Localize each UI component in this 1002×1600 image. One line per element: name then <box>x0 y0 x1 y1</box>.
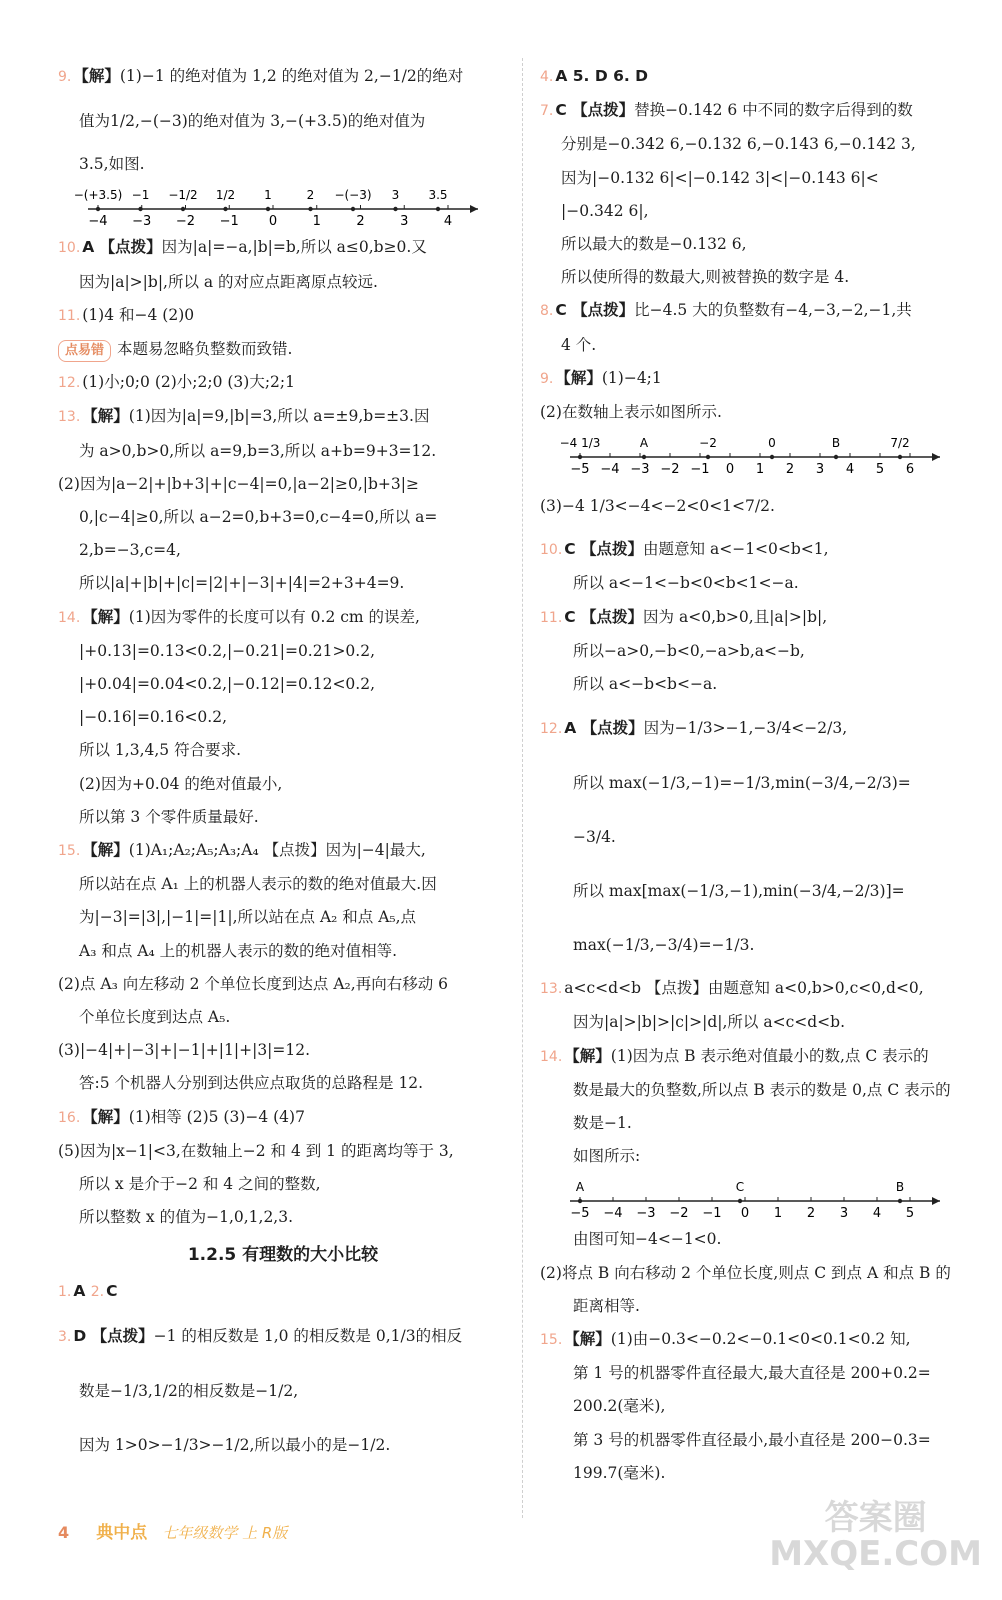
answer-line <box>540 261 1002 294</box>
answer-line <box>540 60 1002 94</box>
answer-text: 200.2(毫米), <box>573 1397 666 1416</box>
answer-text: 分别是−0.342 6,−0.132 6,−0.143 6,−0.142 3, <box>561 135 916 154</box>
answer-text: (2)因为|a−2|+|b+3|+|c−4|=0,|a−2|≥0,|b+3|≥ <box>58 474 419 493</box>
answer-text: −3/4. <box>573 828 616 847</box>
answer-text: 因为|a|=−a,|b|=b,所以 a≤0,b≥0.又 <box>161 238 427 257</box>
answer-line <box>58 1135 508 1168</box>
answer-text: 199.7(毫米). <box>573 1463 666 1482</box>
answer-line <box>58 266 508 299</box>
question-number: 12. <box>540 721 563 738</box>
answer-text: 所以最大的数是−0.132 6, <box>561 235 747 254</box>
answer-line <box>58 635 508 668</box>
answer-text: (2)点 A₃ 向左移动 2 个单位长度到达点 A₂,再向右移动 6 <box>58 974 448 993</box>
number-line-axis3 <box>540 1173 1002 1223</box>
answer-text: 数是−1. <box>573 1114 632 1133</box>
answer-tag: C 【点拨】 <box>564 540 644 559</box>
axis-point <box>578 455 582 459</box>
answer-line <box>58 768 508 801</box>
answer-line <box>58 1001 508 1034</box>
answer-line <box>540 533 1002 567</box>
answer-line <box>540 479 1002 533</box>
axis-arrow <box>932 1197 940 1205</box>
answer-text: 所以 max[max(−1/3,−1),min(−3/4,−2/3)]= <box>573 882 905 901</box>
axis-point <box>351 207 355 211</box>
axis-point-label: B <box>831 436 841 451</box>
axis-tick-label: −2 <box>669 1206 689 1222</box>
axis-point <box>393 207 397 211</box>
watermark <box>769 1500 982 1572</box>
axis-tick-label: −5 <box>570 462 590 478</box>
axis-tick-label: −3 <box>630 462 650 478</box>
answer-line <box>58 1034 508 1067</box>
column-divider <box>522 58 523 1518</box>
answer-tag: D 【点拨】 <box>73 1326 154 1345</box>
answer-line <box>540 1323 1002 1357</box>
answer-text: 所以第 3 个零件质量最好. <box>79 807 259 826</box>
axis-point <box>834 455 838 459</box>
answer-line <box>540 195 1002 228</box>
answer-line <box>58 468 508 501</box>
answer-line <box>58 1201 508 1234</box>
answer-line <box>58 834 508 868</box>
axis-point <box>266 207 270 211</box>
answer-line <box>58 1418 508 1472</box>
axis-point <box>770 455 774 459</box>
answer-tag: C 【点拨】 <box>555 301 635 320</box>
answer-line <box>540 567 1002 600</box>
answer-extra: 5. D 6. D <box>572 67 649 85</box>
axis-point-label: 3.5 <box>428 188 448 203</box>
answer-line <box>58 701 508 734</box>
axis-tick-label: −2 <box>660 462 680 478</box>
answer-line <box>58 1309 508 1364</box>
answer-line <box>58 868 508 901</box>
answer-text: (1)由−0.3<−0.2<−0.1<0<0.1<0.2 知, <box>610 1330 911 1349</box>
answer-line <box>540 972 1002 1006</box>
answer-text: (1)因为零件的长度可以有 0.2 cm 的误差, <box>128 607 420 626</box>
answer-line <box>540 668 1002 701</box>
answer-text: 所以整数 x 的值为−1,0,1,2,3. <box>79 1208 294 1227</box>
axis-point-label: −1 <box>131 188 150 203</box>
axis-tick-label: −1 <box>690 462 710 478</box>
right-column <box>540 60 1002 1490</box>
axis-point <box>181 207 185 211</box>
answer-line <box>540 329 1002 362</box>
axis-tick-label: 2 <box>356 214 365 230</box>
axis-point-label: −4 1/3 <box>559 436 601 451</box>
answer-line <box>540 810 1002 864</box>
axis-point-label: 2 <box>306 188 315 203</box>
answer-text: (5)因为|x−1|<3,在数轴上−2 和 4 到 1 的距离均等于 3, <box>58 1141 454 1160</box>
answer-text: max(−1/3,−3/4)=−1/3. <box>573 936 755 955</box>
axis-point <box>308 207 312 211</box>
answer-text: 个单位长度到达点 A₅. <box>79 1008 231 1027</box>
answer-text: (3)−4 1/3<−4<−2<0<1<7/2. <box>540 497 775 516</box>
answer-line <box>58 1168 508 1201</box>
answer-line <box>540 228 1002 261</box>
answer-text: |−0.342 6|, <box>561 201 649 220</box>
answer-line <box>540 1006 1002 1039</box>
answer-tag: 【解】 <box>82 1107 129 1126</box>
question-number: 2. <box>90 1283 105 1300</box>
axis-point-label: −(−3) <box>334 188 372 203</box>
page-number: 4 <box>58 1523 70 1542</box>
answer-text: 因为|a|>|b|,所以 a 的对应点距离原点较远. <box>79 272 378 291</box>
axis-point-label: 7/2 <box>890 436 910 451</box>
answer-line <box>540 362 1002 396</box>
answer-line <box>58 901 508 934</box>
axis-tick-label: −5 <box>570 1206 590 1222</box>
answer-line <box>540 1424 1002 1457</box>
question-number: 15. <box>58 843 81 860</box>
answer-text: 由题意知 a<−1<0<b<1, <box>643 540 829 559</box>
axis-arrow <box>470 205 478 213</box>
number-line-svg <box>540 429 960 479</box>
answer-text: 所以 a<−1<−b<0<b<1<−a. <box>573 574 799 593</box>
question-number: 10. <box>540 542 563 559</box>
answer-text: 第 1 号的机器零件直径最大,最大直径是 200+0.2= <box>573 1364 931 1383</box>
page-footer <box>58 1518 287 1543</box>
answer-text: 为|−3|=|3|,|−1|=|1|,所以站在点 A₂ 和点 A₅,点 <box>79 908 417 927</box>
number-line-svg <box>540 1173 960 1223</box>
axis-point-label: −2 <box>699 436 717 451</box>
answer-line <box>540 1107 1002 1140</box>
answer-text: (2)将点 B 向右移动 2 个单位长度,则点 C 到点 A 和点 B 的 <box>540 1263 951 1282</box>
left-column <box>58 60 508 1472</box>
answer-line <box>58 1364 508 1418</box>
answer-text: 所以−a>0,−b<0,−a>b,a<−b, <box>573 641 805 660</box>
answer-text: 比−4.5 大的负整数有−4,−3,−2,−1,共 <box>634 301 912 320</box>
answer-line <box>540 864 1002 918</box>
answer-text: 所以 x 是介于−2 和 4 之间的整数, <box>79 1175 321 1194</box>
axis-tick-label: 0 <box>725 462 735 478</box>
answer-tag: 【解】 <box>82 607 129 626</box>
answer-line <box>540 1223 1002 1256</box>
answer-line <box>540 94 1002 128</box>
axis-tick-label: 0 <box>740 1206 750 1222</box>
axis-tick-label: 6 <box>905 462 915 478</box>
answer-line <box>540 756 1002 810</box>
axis-point-label: 0 <box>768 436 776 451</box>
answer-text: 如图所示: <box>573 1147 641 1166</box>
question-number: 13. <box>58 409 81 426</box>
answer-line <box>540 1457 1002 1490</box>
axis-point-label: 1/2 <box>215 188 236 203</box>
axis-tick-label: −1 <box>702 1206 722 1222</box>
answer-tag: 【解】 <box>82 407 129 426</box>
axis-tick-label: 3 <box>839 1206 849 1222</box>
answer-text: 所以站在点 A₁ 上的机器人表示的数的绝对值最大.因 <box>79 875 437 894</box>
answer-text: 数是最大的负整数,所以点 B 表示的数是 0,点 C 表示的 <box>573 1080 951 1099</box>
answer-line <box>58 534 508 567</box>
axis-tick-label: −3 <box>636 1206 656 1222</box>
watermark-line2: MXQE.COM <box>769 1534 982 1574</box>
axis-point <box>898 455 902 459</box>
answer-text: 4 个. <box>561 335 597 354</box>
axis-tick-label: 1 <box>312 214 321 230</box>
answer-text: (1)因为点 B 表示绝对值最小的数,点 C 表示的 <box>610 1046 929 1065</box>
answer-line <box>58 1101 508 1135</box>
axis-point-label: −1/2 <box>168 188 198 203</box>
answer-line <box>58 567 508 600</box>
question-number: 9. <box>540 370 554 387</box>
answer-text: 0,|c−4|≥0,所以 a−2=0,b+3=0,c−4=0,所以 a= <box>79 508 438 527</box>
axis-tick-label: −4 <box>600 462 620 478</box>
answer-text: (1)小;0;0 (2)小;2;0 (3)大;2;1 <box>82 373 295 392</box>
answer-text: 为 a>0,b>0,所以 a=9,b=3,所以 a+b=9+3=12. <box>79 441 437 460</box>
number-line-axis2 <box>540 429 1002 479</box>
answer-text: 所以使所得的数最大,则被替换的数字是 4. <box>561 268 850 287</box>
answer-text: 因为 1>0>−1/3>−1/2,所以最小的是−1/2. <box>79 1435 391 1454</box>
answer-line <box>58 734 508 767</box>
answer-line <box>540 1290 1002 1323</box>
answer-line <box>58 94 508 148</box>
axis-point <box>436 207 440 211</box>
axis-point <box>642 455 646 459</box>
answer-text: 所以 1,3,4,5 符合要求. <box>79 741 242 760</box>
answer-tag: C <box>106 1281 118 1300</box>
axis-point-label: C <box>735 1180 745 1195</box>
error-tip-badge: 点易错 <box>58 340 111 362</box>
axis-tick-label: −1 <box>219 214 239 230</box>
answer-line <box>540 635 1002 668</box>
question-number: 12. <box>58 375 81 392</box>
brand-logo: 典中点 <box>96 1523 148 1543</box>
answer-line <box>58 1067 508 1100</box>
answer-text: 本题易忽略负整数而致错. <box>117 340 293 359</box>
question-number: 11. <box>540 609 563 626</box>
answer-line <box>540 396 1002 429</box>
answer-text: 第 3 号的机器零件直径最小,最小直径是 200−0.3= <box>573 1430 931 1449</box>
answer-line <box>58 968 508 1001</box>
answer-line <box>540 128 1002 161</box>
axis-tick-label: 4 <box>845 462 855 478</box>
answer-line <box>58 668 508 701</box>
watermark-line1: 答案圈 <box>824 1498 927 1538</box>
answer-line <box>540 601 1002 635</box>
answer-text: A₃ 和点 A₄ 上的机器人表示的数的绝对值相等. <box>79 941 398 960</box>
answer-text: 答:5 个机器人分别到达供应点取货的总路程是 12. <box>79 1074 424 1093</box>
answer-line <box>540 918 1002 972</box>
axis-point-label: A <box>639 436 649 451</box>
question-number: 14. <box>540 1048 563 1065</box>
answer-tag: 【解】 <box>82 841 129 860</box>
answer-tag: 【解】 <box>564 1330 611 1349</box>
answer-line <box>540 294 1002 328</box>
question-number: 15. <box>540 1332 563 1349</box>
answer-text: 因为 a<0,b>0,且|a|>|b|, <box>643 607 828 626</box>
answer-line <box>58 333 508 366</box>
axis-tick-label: 5 <box>905 1206 915 1222</box>
axis-tick-label: 3 <box>815 462 825 478</box>
axis-point-label: A <box>575 1180 585 1195</box>
axis-tick-label: −4 <box>88 214 108 230</box>
answer-text: 2,b=−3,c=4, <box>79 541 181 560</box>
axis-tick-label: −3 <box>132 214 152 230</box>
answer-tag: C 【点拨】 <box>564 607 644 626</box>
answer-line <box>540 1390 1002 1423</box>
answer-text: (1)A₁;A₂;A₅;A₃;A₄ 【点拨】因为|−4|最大, <box>128 841 426 860</box>
answer-text: (2)在数轴上表示如图所示. <box>540 403 722 422</box>
answer-text: |+0.04|=0.04<0.2,|−0.12|=0.12<0.2, <box>79 675 376 694</box>
answer-text: 所以 a<−b<b<−a. <box>573 675 718 694</box>
answer-line <box>58 366 508 400</box>
axis-point <box>138 207 142 211</box>
answer-line <box>58 60 508 94</box>
axis-tick-label: 4 <box>443 214 453 230</box>
axis-tick-label: 0 <box>268 214 278 230</box>
answer-text: (1)4 和−4 (2)0 <box>82 305 195 324</box>
question-number: 16. <box>58 1109 81 1126</box>
answer-text: 因为−1/3>−1,−3/4<−2/3, <box>643 719 848 738</box>
answer-tag: A <box>555 67 573 85</box>
answer-line <box>540 162 1002 195</box>
answer-text: 所以|a|+|b|+|c|=|2|+|−3|+|4|=2+3+4=9. <box>79 574 405 593</box>
answer-tag: 【解】 <box>564 1046 611 1065</box>
answer-text: 因为|−0.132 6|<|−0.142 3|<|−0.143 6|< <box>561 168 879 187</box>
axis-point <box>578 1199 582 1203</box>
answer-text: (3)|−4|+|−3|+|−1|+|1|+|3|=12. <box>58 1041 311 1060</box>
axis-point-label: B <box>895 1180 905 1195</box>
axis-point <box>706 455 710 459</box>
answer-line <box>540 1074 1002 1107</box>
question-number: 13. <box>540 981 563 998</box>
question-number: 1. <box>58 1283 72 1300</box>
axis-point <box>738 1199 742 1203</box>
question-number: 8. <box>540 303 554 320</box>
answer-line <box>540 701 1002 756</box>
answer-tag: C 【点拨】 <box>555 101 635 120</box>
answer-text: 替换−0.142 6 中不同的数字后得到的数 <box>634 101 913 120</box>
axis-tick-label: 2 <box>806 1206 816 1222</box>
axis-tick-label: 1 <box>773 1206 783 1222</box>
answer-line <box>58 801 508 834</box>
answer-text: 数是−1/3,1/2的相反数是−1/2, <box>79 1381 299 1400</box>
answer-line <box>58 148 508 181</box>
axis-tick-label: −4 <box>603 1206 623 1222</box>
answer-text: 由图可知−4<−1<0. <box>573 1230 722 1249</box>
question-number: 14. <box>58 609 81 626</box>
axis-point-label: 1 <box>264 188 272 203</box>
axis-point <box>898 1199 902 1203</box>
axis-tick-label: 1 <box>755 462 765 478</box>
section-heading: 1.2.5 有理数的大小比较 <box>187 1244 379 1265</box>
answer-line <box>58 1275 508 1309</box>
axis-point <box>223 207 227 211</box>
answer-text: 因为|a|>|b|>|c|>|d|,所以 a<c<d<b. <box>573 1013 846 1032</box>
number-line-axis1 <box>58 181 508 231</box>
answer-text: (1)因为|a|=9,|b|=3,所以 a=±9,b=±3.因 <box>128 407 430 426</box>
answer-text: a<c<d<b 【点拨】由题意知 a<0,b>0,c<0,d<0, <box>564 979 924 998</box>
answer-text: 所以 max(−1/3,−1)=−1/3,min(−3/4,−2/3)= <box>573 774 911 793</box>
axis-tick-label: 2 <box>785 462 795 478</box>
answer-text: 3.5,如图. <box>79 155 145 174</box>
answer-text: |+0.13|=0.13<0.2,|−0.21|=0.21>0.2, <box>79 641 376 660</box>
answer-text: |−0.16|=0.16<0.2, <box>79 708 228 727</box>
answer-text: (1)相等 (2)5 (3)−4 (4)7 <box>128 1107 305 1126</box>
answer-text: −1 的相反数是 1,0 的相反数是 0,1/3的相反 <box>153 1326 463 1345</box>
axis-tick-label: −2 <box>175 214 196 230</box>
answer-text: (2)因为+0.04 的绝对值最小, <box>79 774 283 793</box>
axis-arrow <box>932 453 940 461</box>
axis-tick-label: 4 <box>872 1206 882 1222</box>
answer-line <box>58 400 508 434</box>
answer-text: 距离相等. <box>573 1296 640 1315</box>
axis-tick-label: 5 <box>875 462 885 478</box>
answer-tag: A 【点拨】 <box>82 238 162 257</box>
answer-line <box>58 501 508 534</box>
question-number: 7. <box>540 103 554 120</box>
answer-line <box>540 1040 1002 1074</box>
question-number: 9. <box>58 69 72 85</box>
axis-point <box>96 207 100 211</box>
book-title: 七年级数学 上 R版 <box>162 1524 288 1542</box>
answer-line <box>58 935 508 968</box>
answer-line <box>540 1140 1002 1173</box>
question-number: 3. <box>58 1328 72 1345</box>
axis-tick-label: 3 <box>400 214 409 230</box>
axis-point-label: 3 <box>391 188 400 203</box>
answer-tag: A <box>73 1281 91 1300</box>
number-line-svg <box>58 181 498 231</box>
question-number: 11. <box>58 307 81 324</box>
answer-text: (1)−4;1 <box>601 368 662 387</box>
answer-text: 值为1/2,−(−3)的绝对值为 3,−(+3.5)的绝对值为 <box>79 112 426 131</box>
answer-line <box>58 435 508 468</box>
answer-line <box>540 1257 1002 1290</box>
answer-line <box>58 299 508 333</box>
answer-text: (1)−1 的绝对值为 1,2 的绝对值为 2,−1/2的绝对 <box>119 67 464 85</box>
axis-point-label: −(+3.5) <box>73 188 123 203</box>
answer-line <box>58 601 508 635</box>
answer-tag: 【解】 <box>555 368 602 387</box>
answer-line <box>540 1357 1002 1390</box>
question-number: 4. <box>540 69 554 85</box>
answer-tag: 【解】 <box>73 67 120 85</box>
question-number: 10. <box>58 240 81 257</box>
answer-line <box>58 231 508 265</box>
answer-tag: A 【点拨】 <box>564 719 644 738</box>
